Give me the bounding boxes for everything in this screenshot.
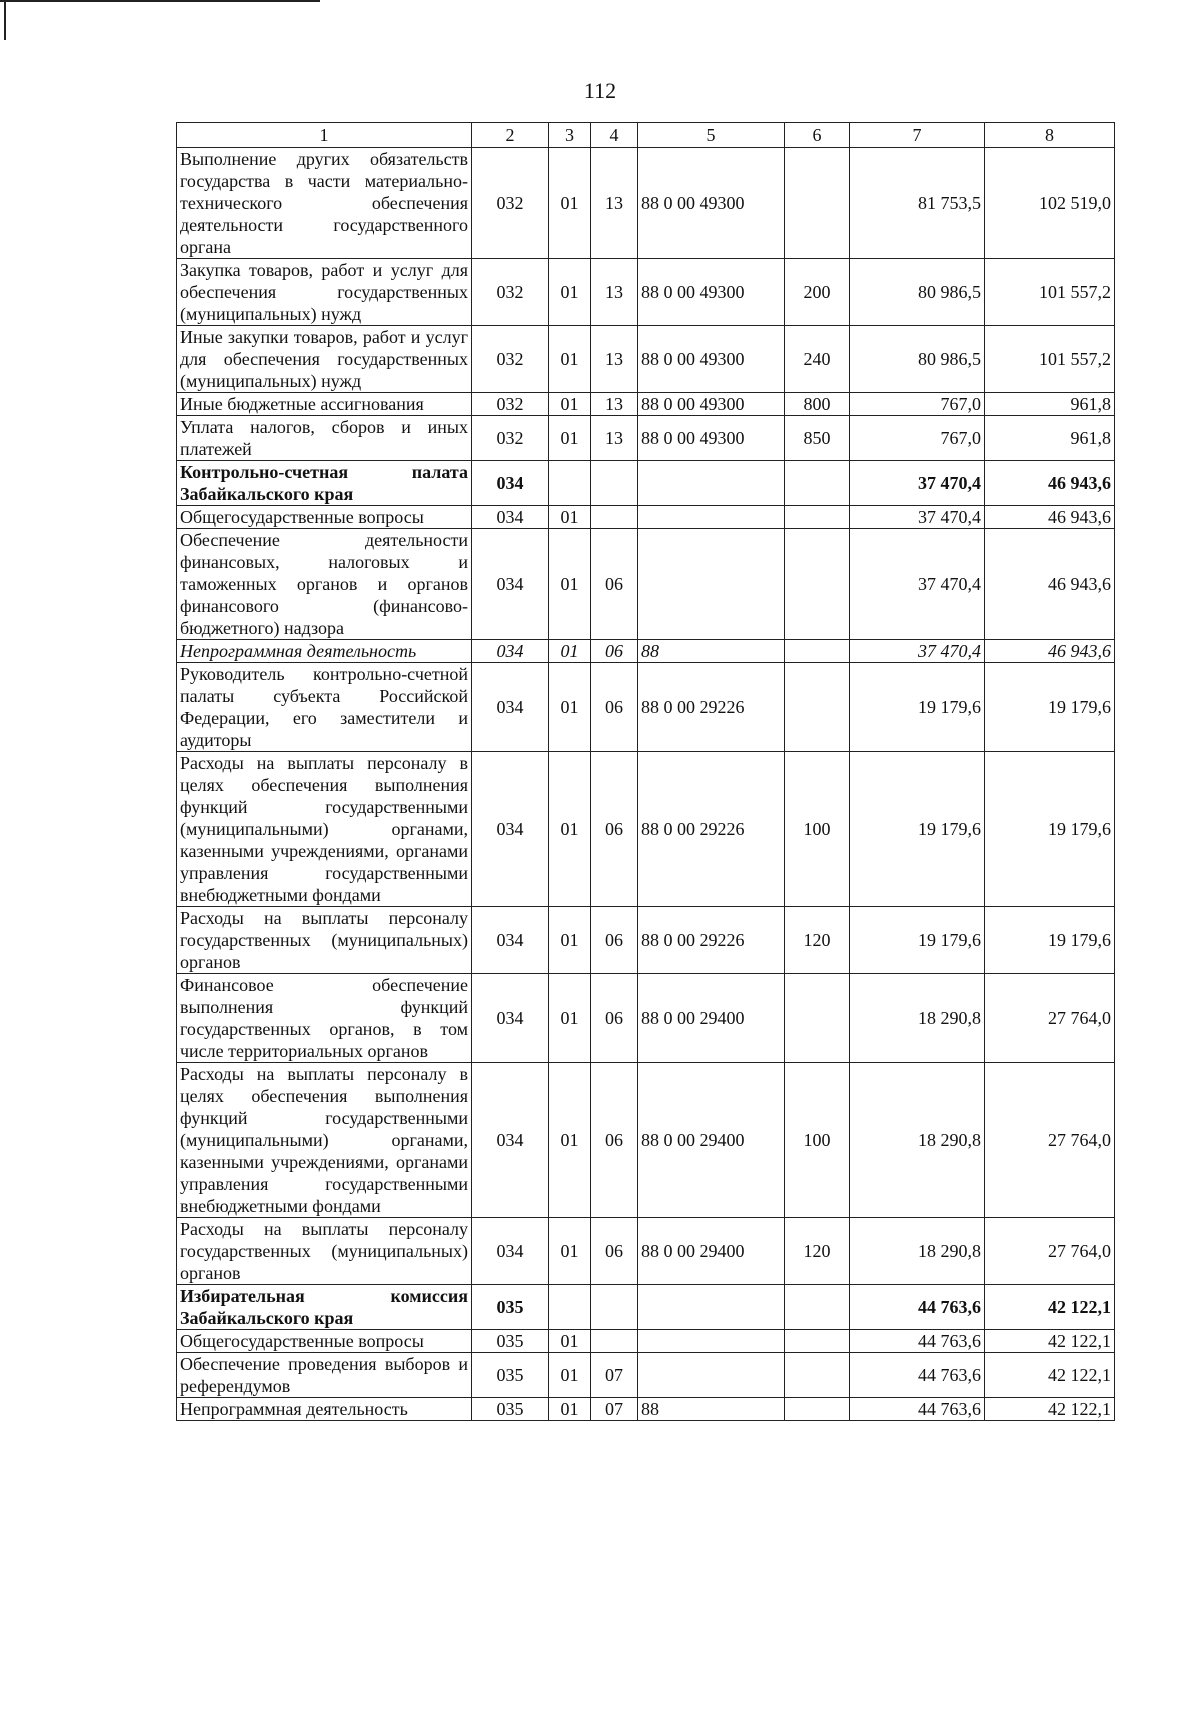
subsection-cell: 06 <box>591 907 638 974</box>
row-name-cell: Руководитель контрольно-счетной палаты субъекта Российской Федерации, его заместители и аудиторы <box>177 663 472 752</box>
table-row <box>177 1353 1115 1398</box>
section-cell: 01 <box>549 416 591 461</box>
subsection-cell: 06 <box>591 752 638 907</box>
admin-code-cell: 034 <box>472 529 549 640</box>
row-name-cell: Расходы на выплаты персоналу государственных (муниципальных) органов <box>177 907 472 974</box>
amount-year1-cell: 37 470,4 <box>850 529 985 640</box>
amount-year1-cell: 37 470,4 <box>850 640 985 663</box>
row-name-cell: Общегосударственные вопросы <box>177 1330 472 1353</box>
target-article-cell: 88 0 00 29226 <box>638 907 785 974</box>
amount-year2-cell: 46 943,6 <box>985 461 1115 506</box>
row-name-cell: Финансовое обеспечение выполнения функций государственных органов, в том числе территориальных органов <box>177 974 472 1063</box>
amount-year2-cell: 19 179,6 <box>985 752 1115 907</box>
table-row <box>177 907 1115 974</box>
table-row <box>177 529 1115 640</box>
table-row <box>177 461 1115 506</box>
table-body <box>177 123 1115 1421</box>
admin-code-cell: 032 <box>472 148 549 259</box>
amount-year1-cell: 19 179,6 <box>850 752 985 907</box>
table-row <box>177 1218 1115 1285</box>
scan-border-top <box>0 0 320 2</box>
table-row <box>177 416 1115 461</box>
row-name-cell: Непрограммная деятельность <box>177 1398 472 1421</box>
section-cell: 01 <box>549 1063 591 1218</box>
subsection-cell <box>591 1330 638 1353</box>
admin-code-cell: 032 <box>472 259 549 326</box>
expense-type-cell <box>785 148 850 259</box>
row-name-cell: Закупка товаров, работ и услуг для обеспечения государственных (муниципальных) нужд <box>177 259 472 326</box>
section-cell <box>549 1285 591 1330</box>
target-article-cell: 88 0 00 29226 <box>638 663 785 752</box>
table-row <box>177 1330 1115 1353</box>
expense-type-cell <box>785 663 850 752</box>
page-number: 112 <box>583 78 617 103</box>
expense-type-cell: 120 <box>785 1218 850 1285</box>
column-header: 6 <box>785 123 850 148</box>
section-cell: 01 <box>549 1398 591 1421</box>
amount-year1-cell: 80 986,5 <box>850 259 985 326</box>
target-article-cell: 88 0 00 49300 <box>638 326 785 393</box>
amount-year2-cell: 961,8 <box>985 393 1115 416</box>
admin-code-cell: 034 <box>472 461 549 506</box>
target-article-cell <box>638 1353 785 1398</box>
subsection-cell: 13 <box>591 416 638 461</box>
expense-type-cell: 800 <box>785 393 850 416</box>
amount-year2-cell: 46 943,6 <box>985 529 1115 640</box>
row-name-cell: Выполнение других обязательств государства в части материально-технического обеспечения деятельности государственного органа <box>177 148 472 259</box>
admin-code-cell: 034 <box>472 974 549 1063</box>
table-row <box>177 259 1115 326</box>
expense-type-cell <box>785 461 850 506</box>
table-row <box>177 752 1115 907</box>
table-row <box>177 1285 1115 1330</box>
table-row <box>177 393 1115 416</box>
section-cell: 01 <box>549 1218 591 1285</box>
column-header: 3 <box>549 123 591 148</box>
expense-type-cell: 200 <box>785 259 850 326</box>
scan-border-left <box>4 0 6 40</box>
amount-year2-cell: 19 179,6 <box>985 663 1115 752</box>
subsection-cell: 13 <box>591 393 638 416</box>
target-article-cell: 88 0 00 29226 <box>638 752 785 907</box>
section-cell: 01 <box>549 259 591 326</box>
section-cell: 01 <box>549 752 591 907</box>
expense-type-cell: 120 <box>785 907 850 974</box>
row-name-cell: Контрольно-счетная палата Забайкальского края <box>177 461 472 506</box>
section-cell: 01 <box>549 326 591 393</box>
amount-year1-cell: 18 290,8 <box>850 1218 985 1285</box>
subsection-cell <box>591 461 638 506</box>
admin-code-cell: 035 <box>472 1353 549 1398</box>
expense-type-cell <box>785 1285 850 1330</box>
amount-year2-cell: 101 557,2 <box>985 326 1115 393</box>
amount-year1-cell: 44 763,6 <box>850 1398 985 1421</box>
expense-type-cell <box>785 529 850 640</box>
section-cell: 01 <box>549 393 591 416</box>
subsection-cell: 06 <box>591 974 638 1063</box>
expense-type-cell <box>785 1398 850 1421</box>
admin-code-cell: 035 <box>472 1398 549 1421</box>
row-name-cell: Иные закупки товаров, работ и услуг для обеспечения государственных (муниципальных) нужд <box>177 326 472 393</box>
section-cell: 01 <box>549 148 591 259</box>
amount-year1-cell: 37 470,4 <box>850 461 985 506</box>
expense-type-cell: 100 <box>785 1063 850 1218</box>
section-cell: 01 <box>549 1353 591 1398</box>
target-article-cell <box>638 506 785 529</box>
row-name-cell: Обеспечение деятельности финансовых, налоговых и таможенных органов и органов финансового (финансово-бюджетного) надзора <box>177 529 472 640</box>
expense-type-cell <box>785 506 850 529</box>
amount-year2-cell: 27 764,0 <box>985 1063 1115 1218</box>
amount-year2-cell: 46 943,6 <box>985 640 1115 663</box>
amount-year1-cell: 44 763,6 <box>850 1330 985 1353</box>
amount-year2-cell: 19 179,6 <box>985 907 1115 974</box>
target-article-cell <box>638 529 785 640</box>
subsection-cell: 07 <box>591 1353 638 1398</box>
table-row <box>177 1398 1115 1421</box>
subsection-cell <box>591 506 638 529</box>
row-name-cell: Иные бюджетные ассигнования <box>177 393 472 416</box>
section-cell: 01 <box>549 640 591 663</box>
amount-year1-cell: 767,0 <box>850 416 985 461</box>
expense-type-cell <box>785 1353 850 1398</box>
subsection-cell: 06 <box>591 1063 638 1218</box>
amount-year1-cell: 37 470,4 <box>850 506 985 529</box>
amount-year2-cell: 961,8 <box>985 416 1115 461</box>
subsection-cell <box>591 1285 638 1330</box>
expense-type-cell <box>785 1330 850 1353</box>
target-article-cell: 88 0 00 49300 <box>638 416 785 461</box>
amount-year2-cell: 42 122,1 <box>985 1398 1115 1421</box>
amount-year2-cell: 102 519,0 <box>985 148 1115 259</box>
admin-code-cell: 034 <box>472 1063 549 1218</box>
target-article-cell: 88 0 00 49300 <box>638 259 785 326</box>
table-header-row <box>177 123 1115 148</box>
section-cell: 01 <box>549 907 591 974</box>
subsection-cell: 13 <box>591 259 638 326</box>
section-cell: 01 <box>549 1330 591 1353</box>
amount-year1-cell: 44 763,6 <box>850 1285 985 1330</box>
section-cell <box>549 461 591 506</box>
subsection-cell: 13 <box>591 326 638 393</box>
table-row <box>177 506 1115 529</box>
subsection-cell: 06 <box>591 529 638 640</box>
section-cell: 01 <box>549 506 591 529</box>
admin-code-cell: 034 <box>472 1218 549 1285</box>
target-article-cell: 88 0 00 29400 <box>638 974 785 1063</box>
admin-code-cell: 034 <box>472 752 549 907</box>
row-name-cell: Расходы на выплаты персоналу в целях обеспечения выполнения функций государственными (муниципальными) органами, казенными учреждениями, органами управления государственными внебюджетными фондами <box>177 752 472 907</box>
table-row <box>177 663 1115 752</box>
target-article-cell: 88 0 00 49300 <box>638 148 785 259</box>
amount-year1-cell: 19 179,6 <box>850 663 985 752</box>
admin-code-cell: 032 <box>472 416 549 461</box>
target-article-cell <box>638 461 785 506</box>
expense-type-cell: 100 <box>785 752 850 907</box>
subsection-cell: 13 <box>591 148 638 259</box>
amount-year2-cell: 46 943,6 <box>985 506 1115 529</box>
amount-year1-cell: 18 290,8 <box>850 974 985 1063</box>
admin-code-cell: 032 <box>472 393 549 416</box>
row-name-cell: Расходы на выплаты персоналу в целях обеспечения выполнения функций государственными (муниципальными) органами, казенными учреждениями, органами управления государственными внебюджетными фондами <box>177 1063 472 1218</box>
column-header: 2 <box>472 123 549 148</box>
expense-type-cell <box>785 640 850 663</box>
amount-year2-cell: 27 764,0 <box>985 1218 1115 1285</box>
admin-code-cell: 034 <box>472 640 549 663</box>
column-header: 1 <box>177 123 472 148</box>
subsection-cell: 06 <box>591 1218 638 1285</box>
subsection-cell: 06 <box>591 663 638 752</box>
column-header: 4 <box>591 123 638 148</box>
row-name-cell: Уплата налогов, сборов и иных платежей <box>177 416 472 461</box>
amount-year1-cell: 18 290,8 <box>850 1063 985 1218</box>
target-article-cell: 88 0 00 29400 <box>638 1218 785 1285</box>
target-article-cell: 88 0 00 29400 <box>638 1063 785 1218</box>
target-article-cell: 88 0 00 49300 <box>638 393 785 416</box>
admin-code-cell: 034 <box>472 907 549 974</box>
amount-year1-cell: 44 763,6 <box>850 1353 985 1398</box>
expense-type-cell: 850 <box>785 416 850 461</box>
row-name-cell: Общегосударственные вопросы <box>177 506 472 529</box>
table-row <box>177 1063 1115 1218</box>
table-row <box>177 974 1115 1063</box>
subsection-cell: 07 <box>591 1398 638 1421</box>
amount-year1-cell: 81 753,5 <box>850 148 985 259</box>
row-name-cell: Избирательная комиссия Забайкальского края <box>177 1285 472 1330</box>
expense-type-cell: 240 <box>785 326 850 393</box>
target-article-cell: 88 <box>638 640 785 663</box>
amount-year2-cell: 42 122,1 <box>985 1330 1115 1353</box>
amount-year2-cell: 42 122,1 <box>985 1285 1115 1330</box>
amount-year2-cell: 101 557,2 <box>985 259 1115 326</box>
admin-code-cell: 035 <box>472 1285 549 1330</box>
table-row <box>177 640 1115 663</box>
section-cell: 01 <box>549 974 591 1063</box>
amount-year1-cell: 767,0 <box>850 393 985 416</box>
amount-year1-cell: 80 986,5 <box>850 326 985 393</box>
section-cell: 01 <box>549 529 591 640</box>
row-name-cell: Непрограммная деятельность <box>177 640 472 663</box>
amount-year2-cell: 27 764,0 <box>985 974 1115 1063</box>
amount-year2-cell: 42 122,1 <box>985 1353 1115 1398</box>
target-article-cell <box>638 1285 785 1330</box>
target-article-cell: 88 <box>638 1398 785 1421</box>
admin-code-cell: 032 <box>472 326 549 393</box>
table-row <box>177 326 1115 393</box>
row-name-cell: Обеспечение проведения выборов и референдумов <box>177 1353 472 1398</box>
admin-code-cell: 034 <box>472 663 549 752</box>
admin-code-cell: 034 <box>472 506 549 529</box>
budget-table <box>176 122 1115 1421</box>
table-row <box>177 148 1115 259</box>
admin-code-cell: 035 <box>472 1330 549 1353</box>
section-cell: 01 <box>549 663 591 752</box>
column-header: 8 <box>985 123 1115 148</box>
subsection-cell: 06 <box>591 640 638 663</box>
target-article-cell <box>638 1330 785 1353</box>
row-name-cell: Расходы на выплаты персоналу государственных (муниципальных) органов <box>177 1218 472 1285</box>
amount-year1-cell: 19 179,6 <box>850 907 985 974</box>
column-header: 5 <box>638 123 785 148</box>
expense-type-cell <box>785 974 850 1063</box>
column-header: 7 <box>850 123 985 148</box>
